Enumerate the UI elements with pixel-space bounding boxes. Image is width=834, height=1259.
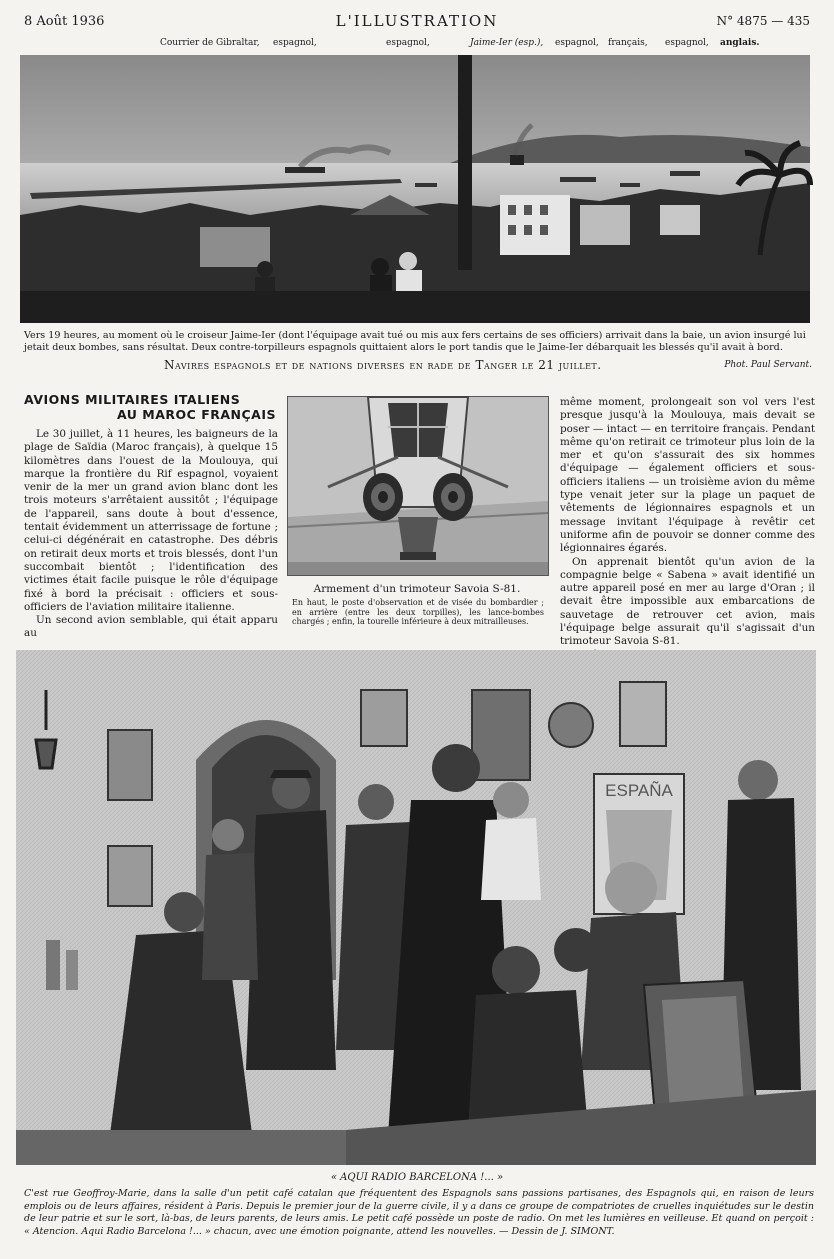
mid-photo-title: Armement d'un trimoteur Savoia S-81. <box>313 583 521 595</box>
article-paragraph: même moment, prolongeait son vol vers l'est presque jusqu'à la Moulouya, mais devait se poser — intact — en territoire français. Pendant même qu'on retirait ce trimoteur plus loin de la mer et qu'on s'assurait des six hommes d'équipage — également officiers et sous-officiers italiens — un troisième avion du même type venait jeter sur la plage un paquet de vêtements de légionnaires espagnols et un message invitant l'équipage à revêtir cet uniforme afin de pouvoir se donner comme des légionnaires égarés. <box>560 396 815 555</box>
top-photo-title: Navires espagnols et de nations diverses en rade de Tanger le 21 juillet. <box>164 358 602 372</box>
tangier-bay-photo <box>20 55 810 323</box>
magazine-title: L'ILLUSTRATION <box>335 12 499 30</box>
espana-poster-text: ESPAÑA <box>605 781 673 800</box>
article-paragraph: Le 30 juillet, à 11 heures, les baigneurs de la plage de Saïdia (Maroc français), à quelque 15 kilomètres dans l'ouest de la Moulouya, qui marque la frontière du Rif espagnol, voyaient venir de la mer un grand avion blanc dont les trois moteurs s'arrêtaient aussitôt ; l'équipage de l'appareil, sans doute à bout d'essence, tentait évidemment un atterrissage de fortune ; celui-ci dégénérait en catastrophe. Des débris on retirait deux morts et trois blessés, dont l'un succombait bientôt ; l'identification des victimes était facile puisque le rôle d'équipage fixé à bord la précisait : officiers et sous-officiers de l'aviation militaire italienne. <box>24 428 278 613</box>
ship-label: Courrier de Gibraltar, <box>160 38 260 48</box>
ship-label: français, <box>608 38 648 48</box>
ship-labels <box>120 38 770 52</box>
article-column-1 <box>24 428 278 640</box>
article-heading-line-2: AU MAROC FRANÇAIS <box>117 407 276 422</box>
radio-barcelona-drawing <box>16 650 816 1165</box>
ship-label: anglais. <box>720 38 760 48</box>
top-photo-caption: Vers 19 heures, au moment où le croiseur Jaime-Ier (dont l'équipage avait tué ou mis aux fers certains de ses officiers) arrivait dans la baie, un avion insurgé lui jetait deux bombes, sans résultat. Deux contre-torpilleurs espagnols quittaient alors le port tandis que le Jaime-Ier débarquait les blessés qu'il avait à bord. <box>24 330 806 353</box>
article-heading <box>24 392 276 422</box>
bottom-drawing-title: « AQUI RADIO BARCELONA !... » <box>330 1172 504 1183</box>
issue-date: 8 Août 1936 <box>24 14 105 29</box>
ship-label: espagnol, <box>386 38 430 48</box>
ship-label: espagnol, <box>273 38 317 48</box>
article-heading-line-1: AVIONS MILITAIRES ITALIENS <box>24 392 241 407</box>
bottom-drawing-caption: C'est rue Geoffroy-Marie, dans la salle d'un petit café catalan que fréquentent des Espagnols sans passions partisanes, des Espagnols qui, en raison de leurs emplois ou de leurs affaires, résident à Paris. Depuis le premier jour de la guerre civile, il y a dans ce groupe de compatriotes de cruelles inquiétudes sur le destin de leur patrie et sur le sort, là-bas, de leurs parents, de leurs amis. Le petit café possède un poste de radio. On met les lumières en veilleuse. Et quand on perçoit : « Atencion. Aqui Radio Barcelona !... » chacun, avec une émotion poignante, attend les nouvelles. — Dessin de J. SIMONT. <box>24 1188 814 1237</box>
ship-label: espagnol, <box>665 38 709 48</box>
savoia-armament-photo <box>287 396 549 576</box>
ship-label: Jaime-Ier (esp.), <box>470 38 544 48</box>
article-paragraph: Un second avion semblable, qui était apparu au <box>24 614 278 640</box>
article-paragraph: On apprenait bientôt qu'un avion de la compagnie belge « Sabena » avait identifié un autre appareil posé en mer au large d'Oran ; il devait être impossible aux embarcations de sauvetage de retrouver cet avion, mais l'équipage belge assurait qu'il s'agissait d'un trimoteur Savoia S-81. <box>560 555 815 648</box>
top-photo-credit: Phot. Paul Servant. <box>724 360 812 370</box>
issue-number: N° 4875 — 435 <box>716 14 810 28</box>
article-column-3 <box>560 396 815 648</box>
ship-label: espagnol, <box>555 38 599 48</box>
mid-photo-caption: En haut, le poste d'observation et de visée du bombardier ; en arrière (entre les deux torpilles), les lance-bombes chargés ; enfin, la tourelle inférieure à deux mitrailleuses. <box>292 598 544 627</box>
